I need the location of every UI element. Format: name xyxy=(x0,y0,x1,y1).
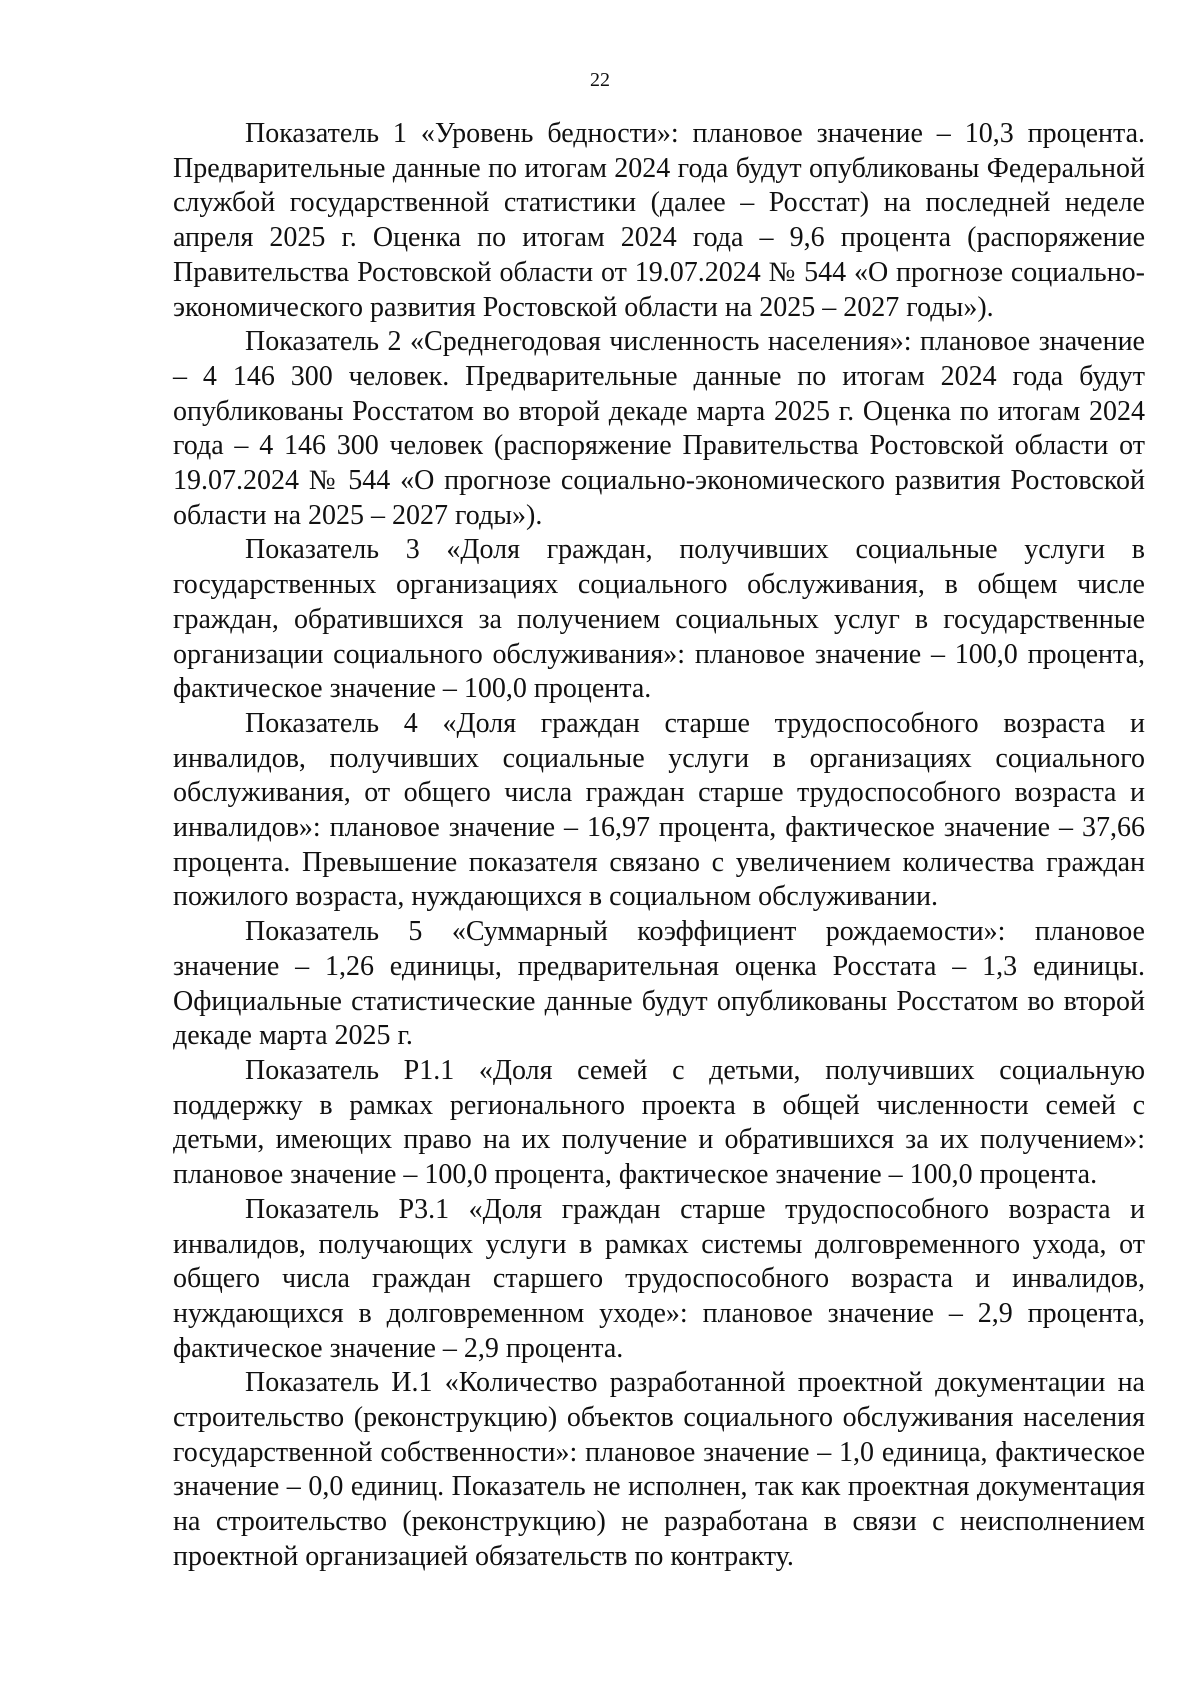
indicator-3-paragraph: Показатель 3 «Доля граждан, получивших социальные услуги в государственных организациях социального обслуживания, в общем числе граждан, обратившихся за получением социальных услуг в государственные организации социального обслуживания»: плановое значение – 100,0 процента, фактическое значение – 100,0 процента. xyxy=(173,534,1145,705)
indicator-i-1-paragraph: Показатель И.1 «Количество разработанной проектной документации на строительство (реконструкцию) объектов социального обслуживания населения государственной собственности»: плановое значение – 1,0 единица, фактическое значение – 0,0 единиц. Показатель не исполнен, так как проектная документация на строительство (реконструкцию) не разработана в связи с неисполнением проектной организацией обязательств по контракту. xyxy=(173,1367,1145,1572)
document-body xyxy=(173,117,1145,1575)
indicator-4-paragraph: Показатель 4 «Доля граждан старше трудоспособного возраста и инвалидов, получивших социальные услуги в организациях социального обслуживания, от общего числа граждан старше трудоспособного возраста и инвалидов»: плановое значение – 16,97 процента, фактическое значение – 37,66 процента. Превышение показателя связано с увеличением количества граждан пожилого возраста, нуждающихся в социальном обслуживании. xyxy=(173,707,1145,913)
indicator-2-paragraph: Показатель 2 «Среднегодовая численность населения»: плановое значение – 4 146 300 человек. Предварительные данные по итогам 2024 года будут опубликованы Росстатом во второй декаде марта 2025 г. Оценка по итогам 2024 года – 4 146 300 человек (распоряжение Правительства Ростовской области от 19.07.2024 № 544 «О прогнозе социально-экономического развития Ростовской области на 2025 – 2027 годы»). xyxy=(173,326,1145,531)
indicator-p1-1-paragraph: Показатель Р1.1 «Доля семей с детьми, получивших социальную поддержку в рамках регионального проекта в общей численности семей с детьми, имеющих право на их получение и обратившихся за их получением»: плановое значение – 100,0 процента, фактическое значение – 100,0 процента. xyxy=(173,1054,1145,1191)
indicator-p3-1-paragraph: Показатель Р3.1 «Доля граждан старше трудоспособного возраста и инвалидов, получающих услуги в рамках системы долговременного ухода, от общего числа граждан старшего трудоспособного возраста и инвалидов, нуждающихся в долговременном уходе»: плановое значение – 2,9 процента, фактическое значение – 2,9 процента. xyxy=(173,1193,1145,1364)
indicator-1-paragraph: Показатель 1 «Уровень бедности»: плановое значение – 10,3 процента. Предварительные данные по итогам 2024 года будут опубликованы Федеральной службой государственной статистики (далее – Росстат) на последней неделе апреля 2025 г. Оценка по итогам 2024 года – 9,6 процента (распоряжение Правительства Ростовской области от 19.07.2024 № 544 «О прогнозе социально-экономического развития Ростовской области на 2025 – 2027 годы»). xyxy=(173,118,1145,323)
page-number: 22 xyxy=(590,69,610,91)
indicator-5-paragraph: Показатель 5 «Суммарный коэффициент рождаемости»: плановое значение – 1,26 единицы, предварительная оценка Росстата – 1,3 единицы. Официальные статистические данные будут опубликованы Росстатом во второй декаде марта 2025 г. xyxy=(173,916,1145,1052)
